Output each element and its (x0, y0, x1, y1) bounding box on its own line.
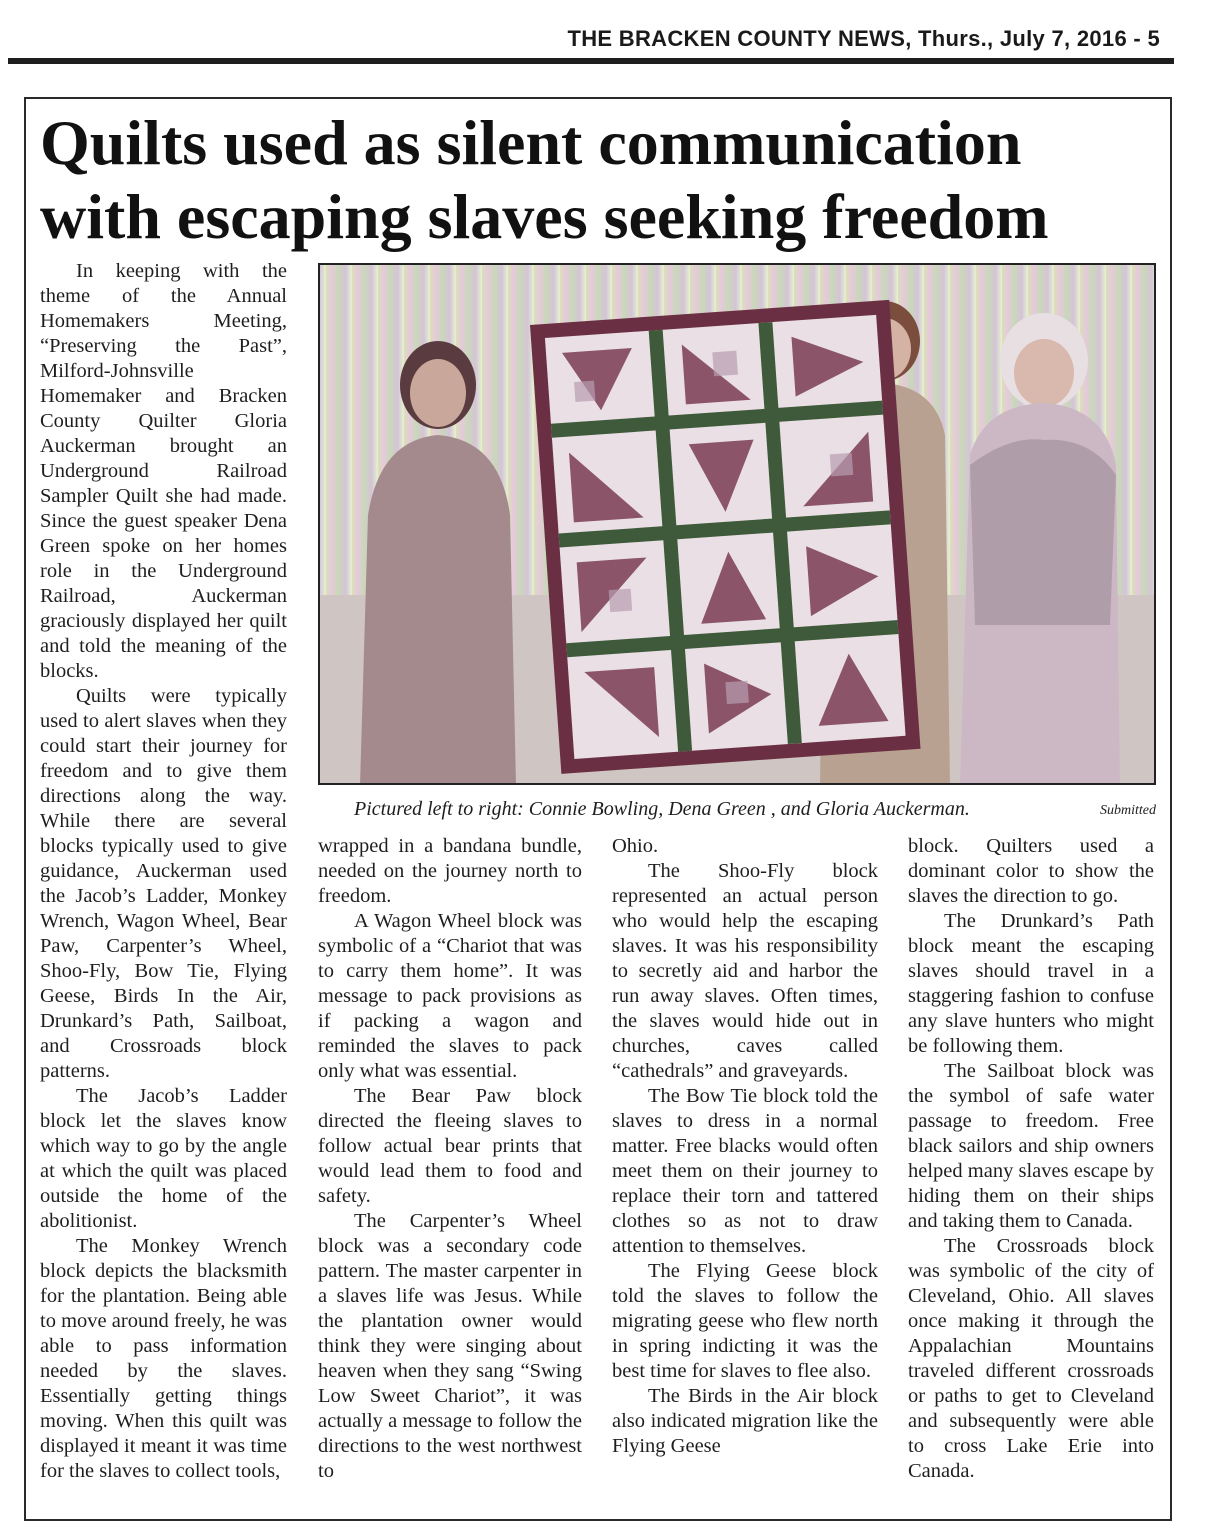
paragraph: A Wagon Wheel block was symbolic of a “Chariot that was to carry them home”. It was message to pack provisions as if packing a wagon and reminded the slaves to pack only what was essential. (318, 910, 582, 1082)
paragraph: Ohio. (612, 835, 659, 857)
paragraph: The Shoo-Fly block represented an actual person who would help the escaping slaves. It was his responsibility to secretly aid and harbor the run away slaves. Often times, the slaves would hide out in churches, caves called “cathedrals” and graveyards. (612, 860, 878, 1082)
article-column-1 (40, 259, 287, 1484)
paragraph: block. Quilters used a dominant color to show the slaves the direction to go. (908, 835, 1154, 907)
paragraph: The Sailboat block was the symbol of safe water passage to freedom. Free black sailors and ship owners helped many slaves escape by hiding them on their ships and taking them to Canada. (908, 1060, 1154, 1232)
photo-credit: Submitted (1100, 803, 1156, 818)
headline (40, 106, 1140, 254)
paragraph: The Birds in the Air block also indicated migration like the Flying Geese (612, 1385, 878, 1457)
article-photo (318, 263, 1156, 785)
masthead-rule (8, 58, 1174, 64)
paragraph: The Jacob’s Ladder block let the slaves know which way to go by the angle at which the quilt was placed outside the home of the abolitionist. (40, 1085, 287, 1232)
paragraph: The Monkey Wrench block depicts the blacksmith for the plantation. Being able to move around freely, he was able to pass information needed by the slaves. Essentially getting things moving. When this quilt was displayed it meant it was time for the slaves to collect tools, (40, 1235, 287, 1482)
paragraph: The Bow Tie block told the slaves to dress in a normal matter. Free blacks would often meet them on their journey to replace their torn and tattered clothes so as not to draw attention to themselves. (612, 1085, 878, 1257)
article-column-4 (908, 834, 1154, 1484)
paragraph: wrapped in a bandana bundle, needed on the journey north to freedom. (318, 835, 582, 907)
headline-line-2: with escaping slaves seeking freedom (40, 181, 1049, 252)
paragraph: The Flying Geese block told the slaves to follow the migrating geese who flew north in spring indicting it was the best time for slaves to flee also. (612, 1260, 878, 1382)
quilt-photo-illustration (320, 265, 1154, 783)
headline-line-1: Quilts used as silent communication (40, 107, 1022, 178)
article-column-3 (612, 834, 878, 1459)
article-column-2 (318, 834, 582, 1484)
paragraph: Quilts were typically used to alert slaves when they could start their journey for freedom and to give them directions along the way. While there are several blocks typically used to give guidance, Auckerman used the Jacob’s Ladder, Monkey Wrench, Wagon Wheel, Bear Paw, Carpenter’s Wheel, Shoo-Fly, Bow Tie, Flying Geese, Birds In the Air, Drunkard’s Path, Sailboat, and Crossroads block patterns. (40, 685, 287, 1082)
paragraph: The Carpenter’s Wheel block was a secondary code pattern. The master carpenter in a slaves life was Jesus. While the plantation owner would think they were singing about heaven when they sang “Swing Low Sweet Chariot”, it was actually a message to follow the directions to the west northwest to (318, 1210, 582, 1482)
masthead: THE BRACKEN COUNTY NEWS, Thurs., July 7, 2016 - 5 (567, 26, 1160, 51)
paragraph: The Bear Paw block directed the fleeing slaves to follow actual bear prints that would lead them to food and safety. (318, 1085, 582, 1207)
caption-text: Pictured left to right: Connie Bowling, Dena Green , and Gloria Auckerman. (354, 798, 970, 820)
paragraph: The Crossroads block was symbolic of the city of Cleveland, Ohio. All slaves once making it through the Appalachian Mountains traveled different crossroads or paths to get to Cleveland and subsequently were able to cross Lake Erie into Canada. (908, 1235, 1154, 1482)
paragraph: In keeping with the theme of the Annual Homemakers Meeting, “Preserving the Past”, Milford-Johnsville Homemaker and Bracken County Quilter Gloria Auckerman brought an Underground Railroad Sampler Quilt she had made. Since the guest speaker Dena Green spoke on her homes role in the Underground Railroad, Auckerman graciously displayed her quilt and told the meaning of the blocks. (40, 260, 287, 682)
paragraph: The Drunkard’s Path block meant the escaping slaves should travel in a staggering fashion to confuse any slave hunters who might be following them. (908, 910, 1154, 1057)
